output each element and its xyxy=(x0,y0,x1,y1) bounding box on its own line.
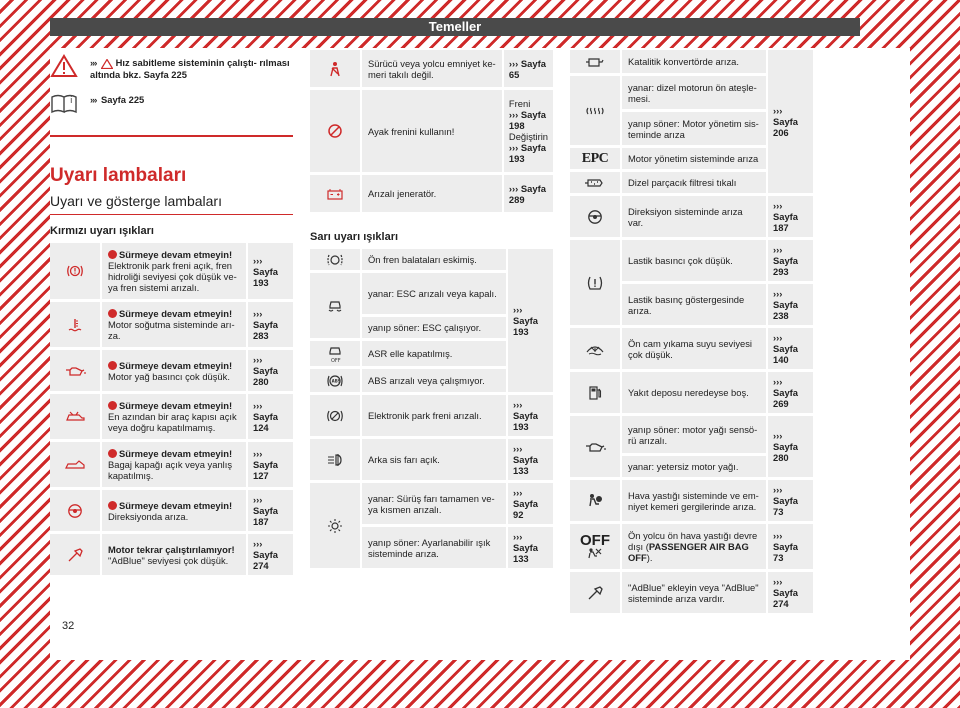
page-ref[interactable]: ››› Sayfa 133 xyxy=(508,439,553,483)
row-text: yanar: dizel motorun ön ateşle- mesi. xyxy=(622,76,768,112)
table-row xyxy=(570,480,813,524)
battery-icon xyxy=(310,175,362,215)
esc-icon xyxy=(310,273,362,341)
page-ref[interactable]: ››› Sayfa 124 xyxy=(248,394,293,442)
table-row xyxy=(570,416,813,456)
row-text: yanıp söner: ESC çalışıyor. xyxy=(362,317,508,341)
table-row xyxy=(50,534,293,578)
row-text: Elektronik park freni arızalı. xyxy=(362,395,508,439)
row-text: Sürmeye devam etmeyin! Direksiyonda arıza. xyxy=(102,490,248,534)
table-row xyxy=(310,50,553,90)
column-left xyxy=(50,50,293,578)
door-open-icon xyxy=(50,394,102,442)
row-text: Lastik basınç göstergesinde arıza. xyxy=(622,284,768,328)
adblue-yellow-icon xyxy=(570,572,622,616)
row-text: Direksiyon sisteminde arıza var. xyxy=(622,196,768,240)
row-text: Dizel parçacık filtresi tıkalı xyxy=(622,172,768,196)
stop-icon xyxy=(108,309,117,318)
table-row xyxy=(50,442,293,490)
svg-text:i: i xyxy=(70,96,73,106)
table-row xyxy=(570,372,813,416)
stop-icon xyxy=(108,361,117,370)
row-text: Katalitik konvertörde arıza. xyxy=(622,50,768,76)
page-ref[interactable]: ››› Sayfa 293 xyxy=(768,240,813,284)
row-text: Sürücü veya yolcu emniyet ke- meri takılı değil. xyxy=(362,50,504,90)
row-text: Ön cam yıkama suyu seviyesi çok düşük. xyxy=(622,328,768,372)
stop-icon xyxy=(108,449,117,458)
table-row xyxy=(570,572,813,616)
page-ref[interactable]: ››› Sayfa 280 xyxy=(768,416,813,480)
table-row xyxy=(310,249,553,273)
page-ref[interactable]: ››› Sayfa 193 xyxy=(508,395,553,439)
airbag-icon xyxy=(570,480,622,524)
row-text: Yakıt deposu neredeyse boş. xyxy=(622,372,768,416)
page-ref[interactable]: ››› Sayfa 73 xyxy=(768,524,813,572)
page-ref[interactable]: ››› Sayfa 238 xyxy=(768,284,813,328)
row-text: Arka sis farı açık. xyxy=(362,439,508,483)
parking-brake-fault-icon xyxy=(310,395,362,439)
section-subtitle: Uyarı ve gösterge lambaları xyxy=(50,193,293,215)
coolant-icon xyxy=(50,302,102,350)
page-ref[interactable]: ››› Sayfa 283 xyxy=(248,302,293,350)
row-text: Sürmeye devam etmeyin! Motor soğutma sisteminde arı- za. xyxy=(102,302,248,350)
page-ref[interactable]: ››› Sayfa 289 xyxy=(504,175,553,215)
page-ref[interactable]: ››› Sayfa 187 xyxy=(248,490,293,534)
warning-box xyxy=(50,50,293,137)
row-text: Sürmeye devam etmeyin! Bagaj kapağı açık veya yanlış kapatılmış. xyxy=(102,442,248,490)
row-text: Lastik basıncı çok düşük. xyxy=(622,240,768,284)
page-ref[interactable]: ››› Sayfa 206 xyxy=(768,50,813,196)
brake-warning-icon xyxy=(50,243,102,302)
row-text: yanar: yetersiz motor yağı. xyxy=(622,456,768,480)
page-ref[interactable]: ››› Sayfa 73 xyxy=(768,480,813,524)
svg-text:ABS: ABS xyxy=(331,378,341,384)
book-icon xyxy=(50,91,90,115)
page-ref[interactable]: ››› Sayfa 187 xyxy=(768,196,813,240)
page-ref[interactable]: Freni ››› Sayfa 198 Değiştirin ››› Sayfa 193 xyxy=(504,90,553,175)
row-text: Ön yolcu ön hava yastığı devre dışı (PASSENGER AIR BAG OFF). xyxy=(622,524,768,572)
column-right xyxy=(570,50,813,616)
row-text: yanar: Sürüş farı tamamen ve- ya kısmen arızalı. xyxy=(362,483,508,527)
table-row xyxy=(310,90,553,175)
adblue-icon xyxy=(50,534,102,578)
epc-icon: EPC xyxy=(570,148,622,172)
page-ref[interactable]: ››› Sayfa 92 xyxy=(508,483,553,527)
row-text: Sürmeye devam etmeyin! En azından bir araç kapısı açık veya doğru kapatılmamış. xyxy=(102,394,248,442)
table-row xyxy=(570,240,813,284)
yellow-lights-heading: Sarı uyarı ışıkları xyxy=(310,231,399,243)
warning-row xyxy=(50,54,293,81)
table-row xyxy=(310,483,553,527)
table-row xyxy=(570,328,813,372)
red-lights-table xyxy=(50,243,293,578)
steering-fault-icon xyxy=(570,196,622,240)
brake-pad-icon xyxy=(310,249,362,273)
note-text[interactable]: ››› Sayfa 225 xyxy=(90,94,145,105)
stop-icon xyxy=(108,250,117,259)
trunk-open-icon xyxy=(50,442,102,490)
foot-brake-icon xyxy=(310,90,362,175)
catalytic-converter-icon xyxy=(570,50,622,76)
page-ref[interactable]: ››› Sayfa 274 xyxy=(248,534,293,578)
row-text: ABS arızalı veya çalışmıyor. xyxy=(362,369,508,395)
table-row xyxy=(50,350,293,394)
row-text: Arızalı jeneratör. xyxy=(362,175,504,215)
page-number: 32 xyxy=(62,620,75,632)
row-text: yanıp söner: motor yağı sensö- rü arızalı. xyxy=(622,416,768,456)
table-row xyxy=(50,394,293,442)
steering-icon xyxy=(50,490,102,534)
row-text: Motor tekrar çalıştırılamıyor! "AdBlue" seviyesi çok düşük. xyxy=(102,534,248,578)
table-row xyxy=(50,243,293,302)
stop-icon xyxy=(108,401,117,410)
stop-icon xyxy=(108,501,117,510)
table-row xyxy=(570,524,813,572)
row-text: Sürmeye devam etmeyin! Motor yağ basıncı çok düşük. xyxy=(102,350,248,394)
row-text: Ön fren balataları eskimiş. xyxy=(362,249,508,273)
washer-fluid-icon xyxy=(570,328,622,372)
row-text: Ayak frenini kullanın! xyxy=(362,90,504,175)
row-text: ASR elle kapatılmış. xyxy=(362,341,508,369)
row-text: Motor yönetim sisteminde arıza xyxy=(622,148,768,172)
tire-pressure-icon xyxy=(570,240,622,328)
page-ref[interactable]: ››› Sayfa 140 xyxy=(768,328,813,372)
seatbelt-icon xyxy=(310,50,362,90)
column-middle xyxy=(310,50,553,571)
table-row xyxy=(50,302,293,350)
yellow-lights-table-continued xyxy=(570,50,813,616)
row-text: "AdBlue" ekleyin veya "AdBlue" sisteminde arıza vardır. xyxy=(622,572,768,616)
abs-icon xyxy=(310,369,362,395)
row-text: Hava yastığı sisteminde ve em- niyet kemeri gergilerinde arıza. xyxy=(622,480,768,524)
oil-sensor-icon xyxy=(570,416,622,480)
page-ref[interactable]: ››› Sayfa 133 xyxy=(508,527,553,571)
table-row xyxy=(50,490,293,534)
row-text: yanıp söner: Ayarlanabilir ışık sisteminde arıza. xyxy=(362,527,508,571)
particulate-filter-icon xyxy=(570,172,622,196)
red-lights-table-continued xyxy=(310,50,553,215)
row-text: yanıp söner: Motor yönetim sis- teminde arıza xyxy=(622,112,768,148)
page-ref[interactable]: ››› Sayfa 193 xyxy=(248,243,293,302)
page-ref[interactable]: ››› Sayfa 269 xyxy=(768,372,813,416)
svg-text:OFF: OFF xyxy=(331,357,341,363)
page-ref[interactable]: ››› Sayfa 65 xyxy=(504,50,553,90)
table-row xyxy=(310,439,553,483)
table-row xyxy=(310,175,553,215)
oil-can-icon xyxy=(50,350,102,394)
table-row xyxy=(570,196,813,240)
passenger-airbag-off-icon: OFF xyxy=(570,524,622,572)
page-ref[interactable]: ››› Sayfa 280 xyxy=(248,350,293,394)
row-text: yanar: ESC arızalı veya kapalı. xyxy=(362,273,508,317)
table-row xyxy=(570,50,813,76)
small-warning-icon xyxy=(101,59,113,69)
asr-off-icon xyxy=(310,341,362,369)
section-title: Uyarı lambaları xyxy=(50,165,187,186)
warning-triangle-icon xyxy=(50,54,90,78)
yellow-lights-table xyxy=(310,249,553,571)
page-header: Temeller xyxy=(50,18,860,36)
warning-text: ››› Hız sabitleme sisteminin çalıştı- rılması altında bkz. Sayfa 225 xyxy=(90,57,290,80)
row-text: Sürmeye devam etmeyin! Elektronik park freni açık, fren hidroliği seviyesi çok düşük ve- ya fren sistemi arızalı. xyxy=(102,243,248,302)
page-ref[interactable]: ››› Sayfa 193 xyxy=(508,249,553,395)
rear-fog-icon xyxy=(310,439,362,483)
glow-plug-icon xyxy=(570,76,622,148)
page-ref[interactable]: ››› Sayfa 127 xyxy=(248,442,293,490)
bulb-fault-icon xyxy=(310,483,362,571)
fuel-icon xyxy=(570,372,622,416)
page-ref[interactable]: ››› Sayfa 274 xyxy=(768,572,813,616)
red-lights-heading: Kırmızı uyarı ışıkları xyxy=(50,225,154,237)
note-row xyxy=(50,91,293,115)
table-row xyxy=(310,395,553,439)
